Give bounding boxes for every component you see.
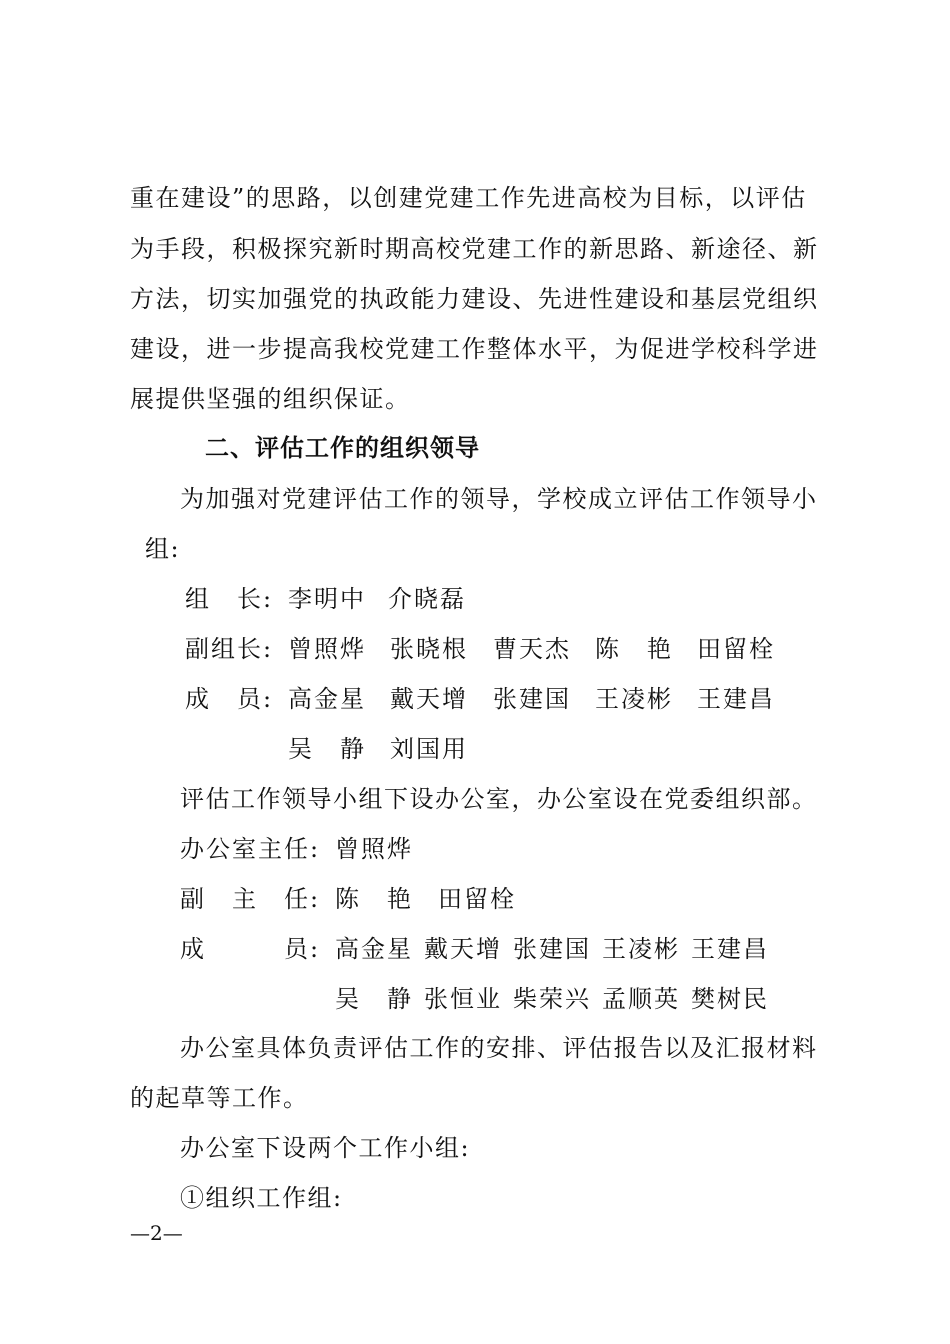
office-member-name: 高金星 (335, 935, 413, 963)
paragraph-line: 组: (145, 535, 181, 563)
member-name: 高金星 (288, 685, 366, 713)
deputy-leader-name: 曾照烨 (288, 635, 366, 663)
deputy-leader-name: 曹天杰 (493, 635, 571, 663)
office-member-name: 张恒业 (424, 985, 502, 1013)
paragraph-line: 重在建设”的思路，以创建党建工作先进高校为目标，以评估 (130, 184, 807, 212)
member-name: 王凌彬 (595, 685, 673, 713)
member-name: 张建国 (493, 685, 571, 713)
office-member-name: 王建昌 (691, 935, 769, 963)
member-label: 成 员: (185, 685, 274, 713)
paragraph-line: 办公室下设两个工作小组: (180, 1134, 471, 1162)
deputy-leader-label: 副组长: (185, 635, 274, 663)
office-deputy-name: 田留栓 (438, 885, 516, 913)
paragraph-line: 展提供坚强的组织保证。 (130, 385, 411, 413)
office-member-name: 樊树民 (691, 985, 769, 1013)
deputy-leader-name: 田留栓 (697, 635, 775, 663)
paragraph-line: ①组织工作组: (180, 1184, 343, 1212)
office-deputy-label: 副 主 任: (180, 885, 321, 913)
deputy-leader-name: 张晓根 (390, 635, 468, 663)
office-member-label: 成 员: (180, 935, 321, 963)
office-member-name: 孟顺英 (602, 985, 680, 1013)
office-member-name: 吴 静 (335, 985, 413, 1013)
paragraph-line: 为加强对党建评估工作的领导，学校成立评估工作领导小 (180, 485, 818, 513)
leader-name: 介晓磊 (388, 585, 466, 613)
member-name: 吴 静 (288, 735, 366, 763)
member-name: 戴天增 (390, 685, 468, 713)
office-director-name: 曾照烨 (335, 835, 413, 863)
member-name: 王建昌 (697, 685, 775, 713)
office-member-name: 王凌彬 (602, 935, 680, 963)
leader-name: 李明中 (288, 585, 366, 613)
paragraph-line: 方法，切实加强党的执政能力建设、先进性建设和基层党组织 (130, 285, 819, 313)
section-heading: 二、评估工作的组织领导 (205, 434, 480, 462)
paragraph-line: 建设，进一步提高我校党建工作整体水平，为促进学校科学进 (130, 335, 819, 363)
office-member-name: 张建国 (513, 935, 591, 963)
paragraph-line: 办公室具体负责评估工作的安排、评估报告以及汇报材料 (180, 1034, 818, 1062)
office-deputy-name: 陈 艳 (335, 885, 413, 913)
paragraph-line: 的起草等工作。 (130, 1084, 309, 1112)
deputy-leader-name: 陈 艳 (595, 635, 673, 663)
paragraph-line: 为手段，积极探究新时期高校党建工作的新思路、新途径、新 (130, 235, 819, 263)
office-director-label: 办公室主任: (180, 835, 321, 863)
page-number: —2— (130, 1221, 183, 1245)
leader-label: 组 长: (185, 585, 274, 613)
office-member-name: 戴天增 (424, 935, 502, 963)
office-intro: 评估工作领导小组下设办公室，办公室设在党委组织部。 (180, 785, 818, 813)
member-name: 刘国用 (390, 735, 468, 763)
office-member-name: 柴荣兴 (513, 985, 591, 1013)
